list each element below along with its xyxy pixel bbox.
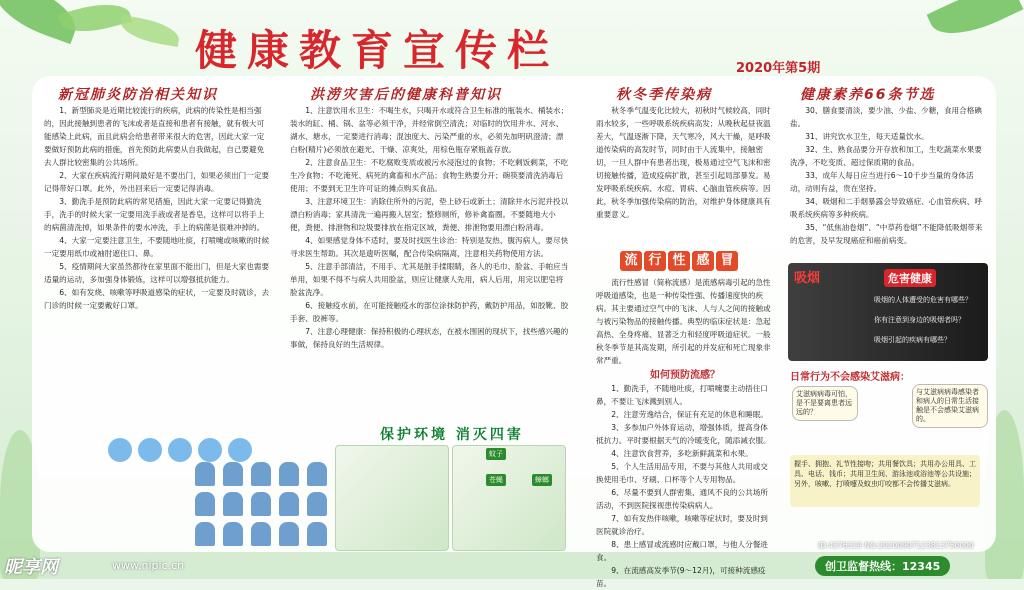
flood-paragraph: 2、注意食品卫生：不吃腐败变质或被污水浸泡过的食物；不吃剩饭剩菜，不吃生冷食物；不吃淹死、病死的禽畜和水产品；食物生熟要分开；碗筷要清洗消毒后使用；不要到无卫生许可证的摊点购买食品。 — [290, 158, 569, 193]
person-icon — [195, 462, 215, 486]
literacy-heading: 健康素养66条节选 — [800, 87, 936, 103]
pneumonia-paragraph: 4、大家一定要注意卫生，不要随地吐痰，打喷嚏或咳嗽的时候一定要用纸巾或袖肘遮住口、鼻。 — [44, 236, 270, 258]
prevention-item: 5、个人生活用品专用，不要与其他人共用或交换使用毛巾、牙刷、口杯等个人专用物品。 — [596, 462, 768, 484]
smoking-question: 吸烟引起的疾病有哪些？ — [874, 336, 951, 344]
hygiene-icon-grid — [108, 438, 252, 462]
flood-paragraph: 7、注意心理健康：保持积极的心理状态，在被水围困的现状下，找些感兴趣的事做，保持良好的生活规律。 — [290, 327, 569, 349]
literacy-item: 33、成年人每日应当进行6～10千步当量的身体活动，动则有益，贵在坚持。 — [790, 171, 974, 193]
aids-info-box: 握手、拥抱、礼节性接吻；共用餐饮具；共用办公用具、工具、电话、钱币；共用卫生间、游泳池或浴池等公共设施；另外，咳嗽、打喷嚏及蚊虫叮咬都不会传播艾滋病。 — [790, 455, 980, 507]
handwash-icon — [228, 438, 252, 462]
environment-illustration — [335, 445, 449, 551]
aids-answer-bubble: 与艾滋病病毒感染者和病人的日常生活接触是不会感染艾滋病的。 — [912, 384, 988, 428]
prevention-item: 1、勤洗手，不随地吐痰，打喷嚏要主动捂住口鼻，不要让飞沫溅到别人。 — [596, 384, 768, 406]
literacy-item: 30、膳食要清淡，要少油、少盐、少糖，食用合格碘盐。 — [790, 106, 982, 128]
pneumonia-section — [44, 104, 270, 434]
handwash-icon — [138, 438, 162, 462]
prevention-item: 6、尽量不要到人群密集、通风不良的公共场所活动，不到医院探视患传染病病人。 — [596, 488, 768, 510]
flu-prevention-list — [596, 382, 772, 588]
literacy-item: 35、“低焦油卷烟”、“中草药卷烟”不能降低吸烟带来的危害，及早发现癌症和癌前病变。 — [790, 223, 983, 245]
person-icon — [195, 492, 215, 516]
hotline-label: 创卫监督热线：12345 — [815, 556, 950, 576]
pneumonia-paragraph: 5、疫情期间大家虽然都待在家里面不能出门，但是大家也需要适量的运动，多加强身体锻炼，这样可以增强抵抗能力。 — [44, 262, 270, 284]
smoking-hazard-graphic — [788, 263, 988, 361]
autumn-section — [596, 104, 772, 244]
pneumonia-paragraph: 1、新型肺炎是近期比较流行的疾病，此病的传染性是相当强的，因此接触到患者的飞沫或者是直接和患者有接触，就有极大可能感染上此病，而且此病会给患者带来很大的危害，因此大家一定要做好预防此病的措施，首先预防此病要从自我做起，自己要避免去人群比较密集的公共场所。 — [44, 106, 265, 167]
watermark-brand: 昵享网 — [4, 557, 58, 578]
prevention-item: 7、如有发热伴咳嗽，咳嗽等症状时，要及时到医院就诊治疗。 — [596, 514, 768, 536]
handwash-icon — [108, 438, 132, 462]
flu-heading-char: 冒 — [716, 251, 738, 271]
flu-prevention-heading: 如何预防流感？ — [650, 370, 720, 381]
cockroach-caption: 蟑螂 — [532, 474, 552, 486]
flood-heading: 洪涝灾害后的健康科普知识 — [310, 87, 502, 103]
person-icon — [223, 462, 243, 486]
flood-paragraph: 4、如果感觉身体不适时，要及时找医生诊治：特别是发热、腹泻病人，要尽快寻求医生帮助。其次是遗听医嘱，配合传染病隔离，注意相关药物使用方法。 — [290, 236, 569, 258]
prevention-item: 8、患上感冒或流感时应戴口罩，与他人分餐进食。 — [596, 540, 768, 562]
flu-heading — [620, 251, 738, 271]
pneumonia-paragraph: 3、勤洗手是预防此病的常见措施，因此大家一定要记得勤洗手，洗手的时候大家一定要用洗手液或者是香皂，这样可以将手上的病菌清洗掉，如果条件的要水冲洗，手上的病菌是很难冲掉的。 — [44, 197, 265, 232]
issue-number: 2020年第5期 — [736, 61, 821, 76]
pneumonia-heading: 新冠肺炎防治相关知识 — [58, 87, 218, 103]
flu-section — [596, 276, 772, 365]
pneumonia-paragraph: 2、大家在疾病流行期间最好是不要出门，如果必须出门一定要记得带好口罩。此外，外出回来后一定要记得消毒。 — [44, 171, 270, 193]
aids-heading: 日常行为不会感染艾滋病： — [790, 372, 910, 383]
person-icon — [307, 462, 327, 486]
flood-paragraph: 3、注意环境卫生：消除住所外的污泥，垫上砂石或新土；清除井水污泥并投以漂白粉消毒；家具清洗一遍再搬入居室；整修厕所，修补禽畜圈。不要随地大小便，粪便、排泄物和垃圾要排放在指定区域，粪便、排泄物要用漂白粉消毒。 — [290, 197, 569, 232]
handwash-icon — [198, 438, 222, 462]
handwash-icon — [168, 438, 192, 462]
page-title: 健康教育宣传栏 — [195, 26, 560, 75]
person-icon — [251, 462, 271, 486]
flu-paragraph: 流行性感冒（简称流感）是流感病毒引起的急性呼吸道感染，也是一种传染性强、传播速度快的疾病。其主要通过空气中的飞沫、人与人之间的接触或与被污染物品的接触传播。典型的临床症状是：急起高热、全身疼痛、显著乏力和轻度呼吸道症状。一般秋冬季节是其高发期，所引起的并发症和死亡现象非常严重。 — [596, 278, 771, 365]
person-icon — [279, 522, 299, 546]
person-icon — [195, 522, 215, 546]
environment-heading: 保护环境 消灭四害 — [380, 427, 524, 443]
prevention-item: 9、在流感高发季节(9～12月)，可接种流感疫苗。 — [596, 566, 766, 588]
person-icon — [223, 522, 243, 546]
person-icon — [251, 492, 271, 516]
autumn-heading: 秋冬季传染病 — [616, 87, 712, 103]
fly-caption: 苍蝇 — [486, 474, 506, 486]
flood-paragraph: 5、注意手部清洁，不用手、尤其是脏手揉眼睛，各人的毛巾、脸盆、手帕应当单用，如果不得不与病人共用脸盆，则应让健康人先用，病人后用，用完以肥皂将脸盆洗净。 — [290, 262, 569, 297]
smoking-hazard-label: 危害健康 — [884, 269, 936, 287]
pests-illustration — [452, 445, 566, 551]
aids-question-bubble: 艾滋病病毒可怕，是不是要离患者远远的？ — [792, 386, 858, 421]
prevention-item: 3、多参加户外体育运动，增强体质，提高身体抵抗力。平时要根据天气的冷暖变化，随添减衣服。 — [596, 423, 771, 445]
person-icon — [279, 462, 299, 486]
watermark-url: www.nipic.cn — [112, 559, 185, 572]
literacy-item: 32、生、熟食品要分开存放和加工，生吃蔬菜水果要洗净，不吃变质、超过保质期的食品。 — [790, 145, 982, 167]
person-icon — [307, 492, 327, 516]
pneumonia-paragraph: 6、如有发烧、咳嗽等呼吸道感染的症状，一定要及时就诊，去门诊的时候一定要戴好口罩。 — [44, 288, 270, 310]
smoking-question: 吸烟的人体遭受的危害有哪些？ — [874, 296, 972, 304]
smoking-question: 你有注意到身边的吸烟者吗？ — [874, 316, 965, 324]
literacy-item: 31、讲究饮水卫生，每天适量饮水。 — [805, 132, 929, 141]
prevention-item: 2、注意劳逸结合，保证有充足的休息和睡眠。 — [611, 410, 768, 419]
flu-heading-char: 流 — [620, 251, 642, 271]
flu-heading-char: 感 — [692, 251, 714, 271]
flu-heading-char: 行 — [644, 251, 666, 271]
mosquito-caption: 蚊子 — [486, 448, 506, 460]
literacy-section — [790, 104, 985, 254]
person-icon — [223, 492, 243, 516]
image-id: ID:4376319 NO:20200907123813750000 — [818, 541, 974, 550]
literacy-item: 34、吸烟和二手烟暴露会导致癌症、心血管疾病、呼吸系统疾病等多种疾病。 — [790, 197, 982, 219]
person-icon — [279, 492, 299, 516]
flu-heading-char: 性 — [668, 251, 690, 271]
smoking-label: 吸烟 — [794, 271, 821, 286]
flood-section — [290, 104, 570, 424]
person-icon — [251, 522, 271, 546]
flood-paragraph: 1、注意饮用水卫生：不喝生水，只喝开水或符合卫生标准的瓶装水、桶装水；装水的缸、桶、锅、盆等必须干净，并经常倒空清洗；对临时的饮用井水、河水、湖水、塘水，一定要进行消毒；混浊度大、污染严重的水，必须先加明矾澄清；漂白粉(精片)必须放在避光、干燥、凉爽处，用棕色瓶存紧瓶盖存放。 — [290, 106, 569, 154]
prevention-item: 4、注意饮食营养，多吃新鲜蔬菜和水果。 — [611, 449, 753, 458]
person-icon — [307, 522, 327, 546]
mask-illustration-grid — [195, 462, 327, 546]
autumn-paragraph: 秋冬季气温变化比较大，初秋时气候较高，同时雨水较多，一些呼吸系统疾病高发；从晚秋起昼夜温差大，气温逐渐下降，天气寒冷，风大干燥，是呼吸道传染病的高发时节，同时由于人流集中，接触密切，一旦人群中有患者出现，极易通过空气飞沫和密切接触传播，造成疫病扩散，甚至引起局部暴发。易发呼吸系统疾病、水痘、胃病、心脑血管疾病等。因此，秋冬季加强传染病的防治，对维护身体健康具有重要意义。 — [596, 106, 771, 219]
flood-paragraph: 6、接触疫水前，在可能接触疫水的部位涂抹防护药，戴防护用品，如胶靴、胶手套、胶裤等。 — [290, 301, 569, 323]
